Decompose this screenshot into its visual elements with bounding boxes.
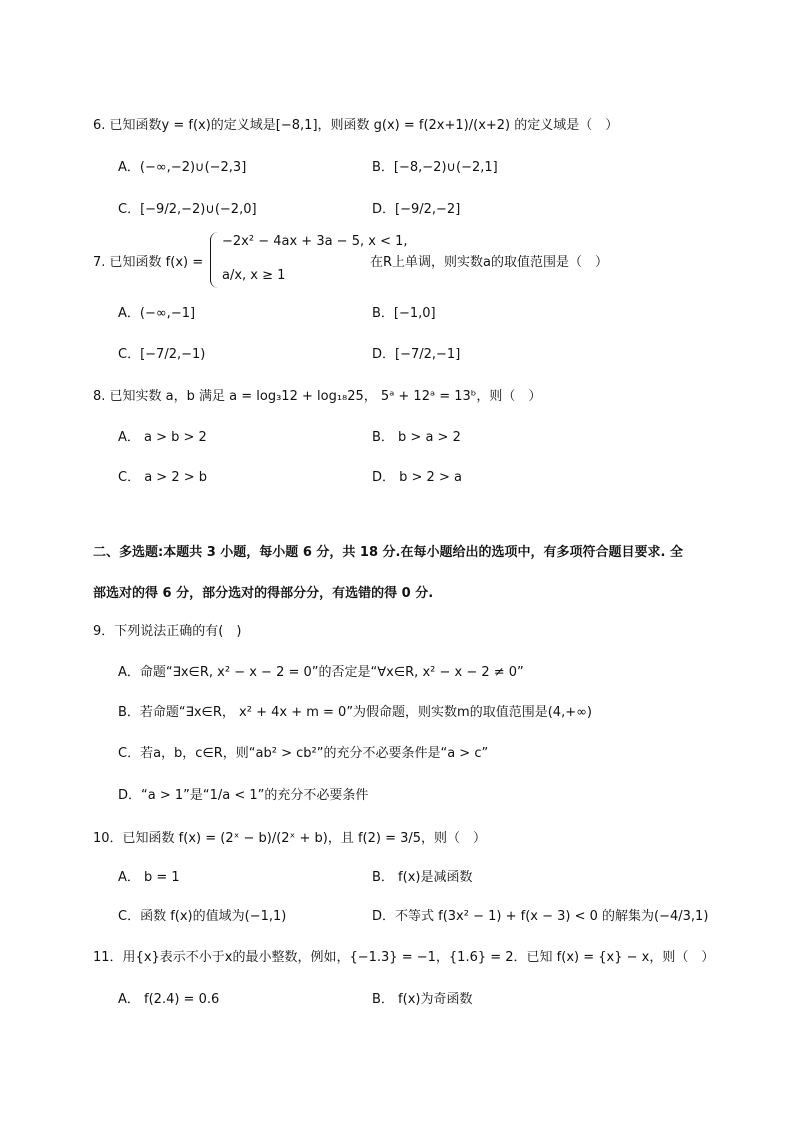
question-7-option-a: A．(−∞,−1] <box>118 306 196 321</box>
question-6-option-d: D．[−9/2,−2] <box>372 202 461 217</box>
question-9-option-b: B．若命题“∃x∈R， x² + 4x + m = 0”为假命题，则实数m的取值范围是(4,+∞) <box>118 705 592 720</box>
question-10-option-c: C．函数 f(x)的值域为(−1,1) <box>118 909 287 924</box>
section-2-heading-line-2: 部选对的得 6 分，部分选对的得部分分，有选错的得 0 分. <box>93 586 434 601</box>
question-7-stem-right: 在R上单调，则实数a的取值范围是（ ） <box>370 255 608 270</box>
question-11-option-b: B． f(x)为奇函数 <box>372 992 473 1007</box>
question-8-option-a: A． a > b > 2 <box>118 430 207 445</box>
question-9-option-d: D．“a > 1”是“1/a < 1”的充分不必要条件 <box>118 788 369 803</box>
question-11-option-a: A． f(2.4) = 0.6 <box>118 992 220 1007</box>
question-7-option-c: C．[−7/2,−1) <box>118 347 206 362</box>
question-8-option-c: C． a > 2 > b <box>118 470 208 485</box>
question-9-option-a: A．命题“∃x∈R, x² − x − 2 = 0”的否定是“∀x∈R, x² − x − 2 ≠ 0” <box>118 665 524 680</box>
question-10-stem: 10．已知函数 f(x) = (2ˣ − b)/(2ˣ + b)，且 f(2) = 3/5，则（ ） <box>93 831 487 846</box>
question-7-stem-left: 7. 已知函数 f(x) = <box>93 255 204 270</box>
question-7-case-1: −2x² − 4ax + 3a − 5, x < 1, <box>222 234 408 249</box>
question-6-option-c: C．[−9/2,−2)∪(−2,0] <box>118 202 257 217</box>
question-6-option-b: B．[−8,−2)∪(−2,1] <box>372 160 498 175</box>
question-8-option-b: B． b > a > 2 <box>372 430 461 445</box>
question-8-stem: 8. 已知实数 a，b 满足 a = log₃12 + log₁₈25， 5ᵃ + 12ᵃ = 13ᵇ，则（ ） <box>93 389 542 404</box>
question-6-stem: 6. 已知函数y = f(x)的定义域是[−8,1]，则函数 g(x) = f(2x+1)/(x+2) 的定义域是（ ） <box>93 118 619 133</box>
question-7-option-d: D．[−7/2,−1] <box>372 347 461 362</box>
question-10-option-a: A． b = 1 <box>118 870 180 885</box>
question-8-option-d: D． b > 2 > a <box>372 470 462 485</box>
question-11-stem: 11．用{x}表示不小于x的最小整数，例如，{−1.3} = −1，{1.6} = 2．已知 f(x) = {x} − x，则（ ） <box>93 950 715 965</box>
question-10-option-d: D．不等式 f(3x² − 1) + f(x − 3) < 0 的解集为(−4/3,1) <box>372 909 709 924</box>
section-2-heading-line-1: 二、多选题:本题共 3 小题，每小题 6 分，共 18 分.在每小题给出的选项中，有多项符合题目要求. 全 <box>93 545 683 560</box>
piecewise-brace <box>210 232 221 288</box>
question-10-option-b: B． f(x)是减函数 <box>372 870 473 885</box>
question-9-option-c: C．若a，b，c∈R，则“ab² > cb²”的充分不必要条件是“a > c” <box>118 746 489 761</box>
question-9-stem: 9．下列说法正确的有( ) <box>93 624 242 639</box>
question-7-case-2: a/x, x ≥ 1 <box>222 268 286 283</box>
question-7-option-b: B．[−1,0] <box>372 306 436 321</box>
question-6-option-a: A．(−∞,−2)∪(−2,3] <box>118 160 247 175</box>
